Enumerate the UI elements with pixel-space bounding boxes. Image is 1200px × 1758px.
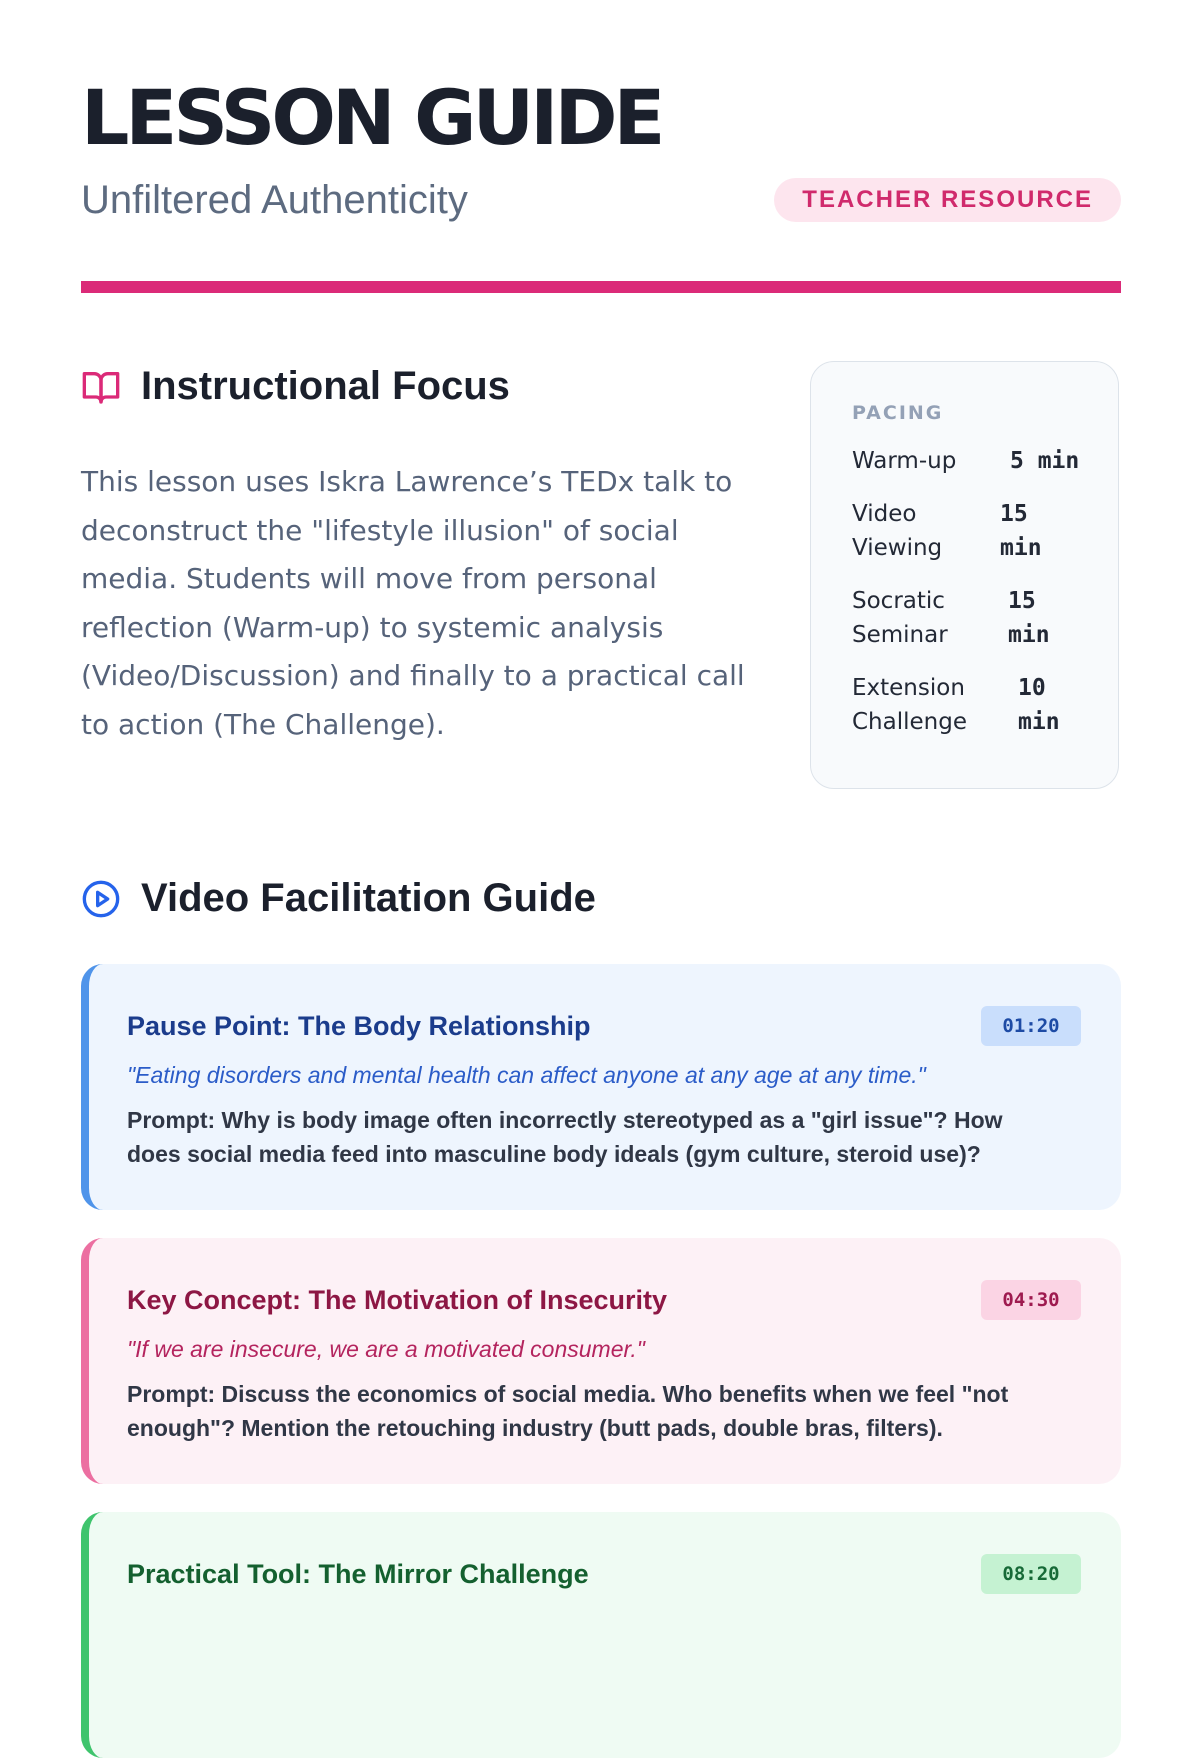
card-title: Key Concept: The Motivation of Insecurity	[127, 1284, 668, 1315]
key-concept-card	[81, 1238, 1121, 1484]
pacing-activity: Socratic Seminar	[852, 588, 948, 648]
pacing-time: 5 min	[1010, 448, 1080, 474]
card-quote: "If we are insecure, we are a motivated consumer."	[127, 1336, 645, 1362]
card-prompt: Prompt: Why is body image often incorrectly stereotyped as a "girl issue"? How does social media feed into masculine body ideals (gym culture, steroid use)?	[127, 1107, 1003, 1167]
pacing-row	[852, 671, 1118, 739]
page-title: LESSON GUIDE	[81, 73, 662, 162]
instructional-focus-heading	[81, 364, 510, 409]
video-guide-heading	[81, 876, 596, 921]
book-open-icon	[81, 367, 121, 407]
pacing-activity: Warm-up	[852, 448, 957, 474]
pacing-activity: Extension Challenge	[852, 675, 967, 735]
section-title: Video Facilitation Guide	[141, 876, 596, 920]
pause-point-card	[81, 964, 1121, 1210]
pacing-activity: Video Viewing	[852, 501, 943, 561]
card-title: Practical Tool: The Mirror Challenge	[127, 1558, 589, 1589]
card-quote: "Eating disorders and mental health can affect anyone at any age at any time."	[127, 1062, 926, 1088]
pacing-time: 10 min	[1018, 675, 1060, 735]
pacing-row	[852, 444, 1118, 478]
play-circle-icon	[81, 879, 121, 919]
section-title: Instructional Focus	[141, 364, 510, 408]
pacing-row	[852, 584, 1118, 652]
timestamp-badge: 08:20	[981, 1554, 1081, 1594]
pacing-panel	[810, 361, 1119, 789]
header-divider	[81, 281, 1121, 293]
pacing-label: PACING	[852, 402, 944, 424]
card-title: Pause Point: The Body Relationship	[127, 1010, 591, 1041]
pacing-time: 15 min	[1000, 501, 1042, 561]
practical-tool-card	[81, 1512, 1121, 1758]
focus-description: This lesson uses Iskra Lawrence’s TEDx talk to deconstruct the "lifestyle illusion" of social media. Students will move from personal reflection (Warm-up) to systemic analysis (Video/Discussion) and finally to a practical call to action (The Challenge).	[81, 465, 745, 741]
page-subtitle: Unfiltered Authenticity	[81, 178, 468, 222]
timestamp-badge: 04:30	[981, 1280, 1081, 1320]
card-prompt: Prompt: Discuss the economics of social media. Who benefits when we feel "not enough"? Mention the retouching industry (butt pads, double bras, filters).	[127, 1381, 1009, 1441]
pacing-time: 15 min	[1008, 588, 1050, 648]
pacing-row	[852, 497, 1118, 565]
teacher-resource-badge: TEACHER RESOURCE	[774, 178, 1121, 222]
timestamp-badge: 01:20	[981, 1006, 1081, 1046]
